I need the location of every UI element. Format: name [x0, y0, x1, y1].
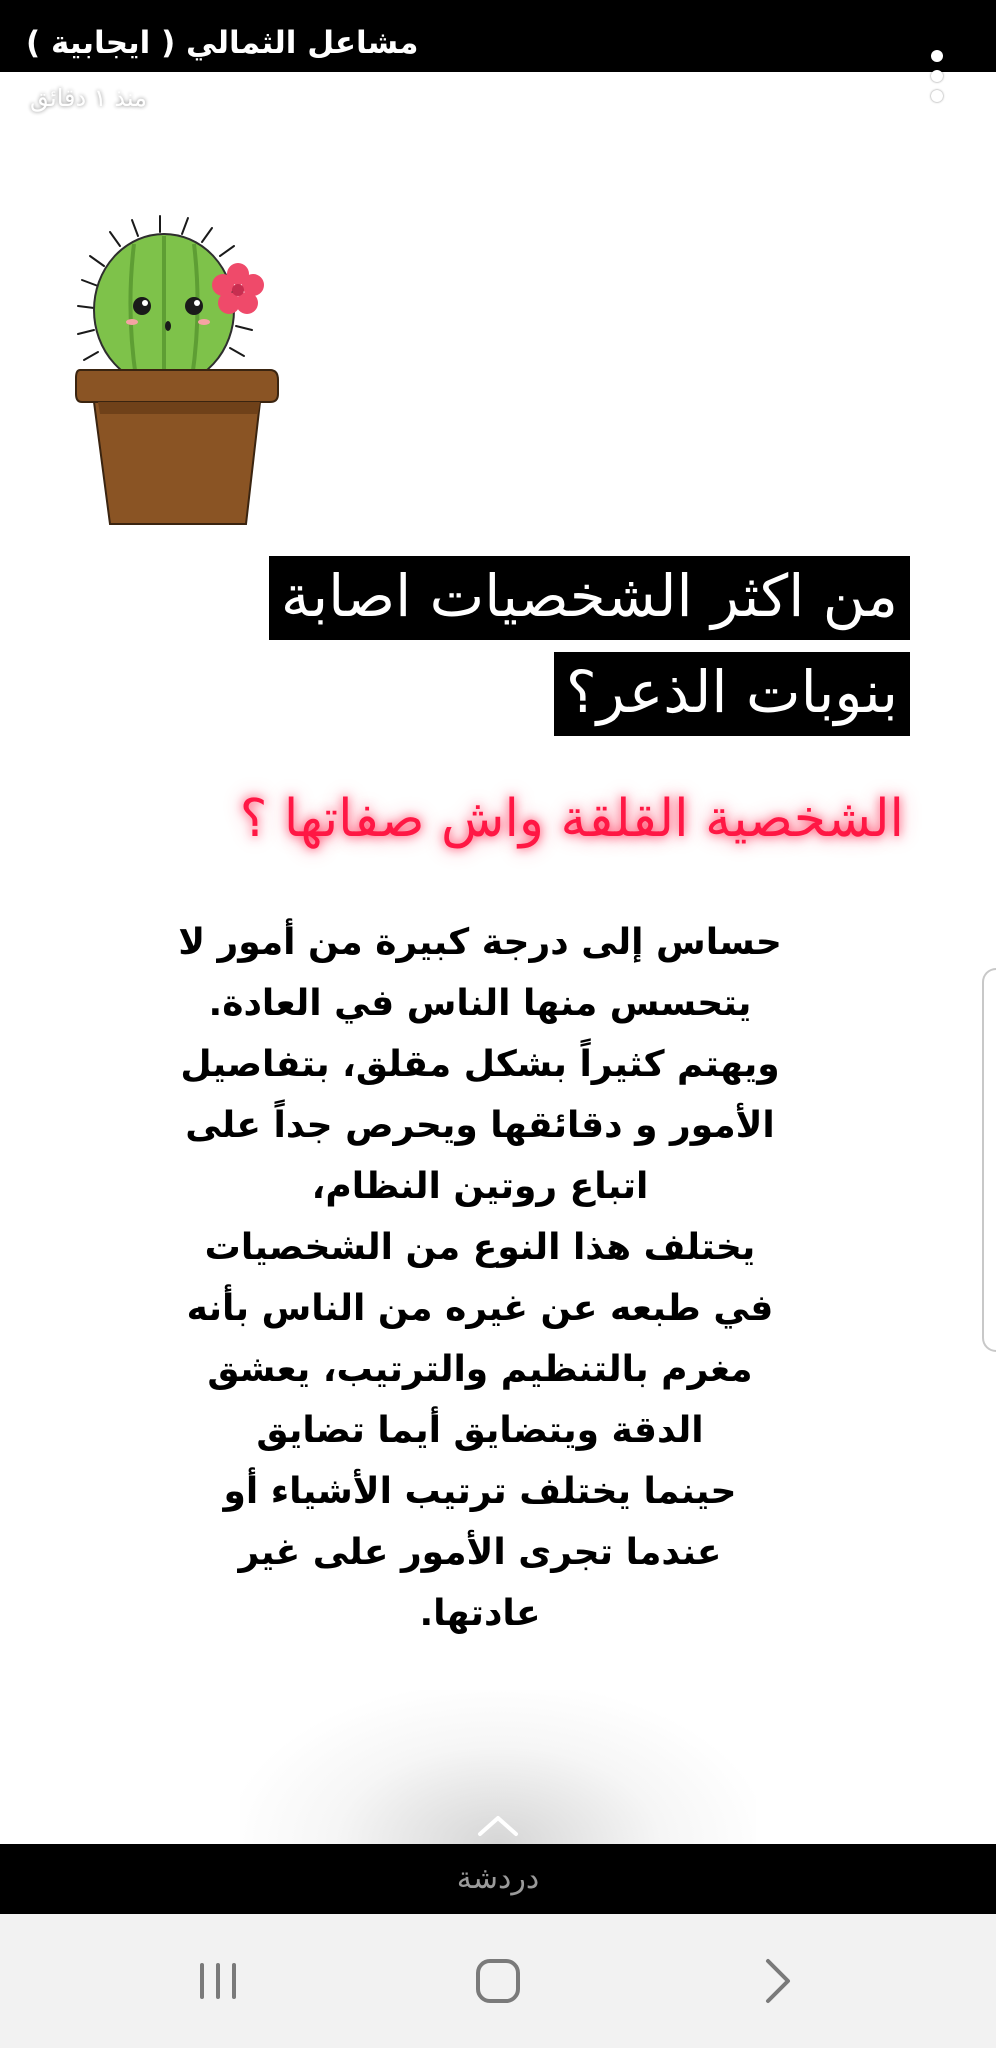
body-line: حينما يختلف ترتيب الأشياء أو [223, 1471, 737, 1512]
story-title[interactable]: مشاعل الثمالي ( ايجابية ) [26, 25, 419, 61]
more-vertical-icon[interactable] [920, 44, 954, 108]
body-line: ويهتم كثيراً بشكل مقلق، بتفاصيل [180, 1044, 780, 1085]
story-headline [150, 548, 910, 740]
story-subheading: الشخصية القلقة واش صفاتها ؟ [239, 789, 904, 849]
chat-label[interactable]: دردشة [456, 1861, 540, 1896]
cactus-sticker-icon [74, 214, 290, 530]
chevron-up-icon[interactable] [476, 1812, 520, 1838]
body-line: عندما تجرى الأمور على غير [238, 1532, 722, 1573]
recent-apps-icon[interactable] [184, 1951, 254, 2011]
back-icon[interactable] [742, 1951, 812, 2011]
body-line: مغرم بالتنظيم والترتيب، يعشق [207, 1349, 753, 1390]
body-line: عادتها. [419, 1593, 541, 1634]
body-line: في طبعه عن غيره من الناس بأنه [186, 1288, 774, 1329]
body-line: يتحسس منها الناس في العادة. [208, 983, 752, 1024]
body-line: الدقة ويتضايق أيما تضايق [256, 1410, 704, 1451]
edge-panel-handle[interactable] [982, 968, 996, 1352]
story-timestamp: منذ ١ دقائق [30, 84, 148, 112]
body-line: حساس إلى درجة كبيرة من أمور لا [178, 922, 782, 963]
system-navigation-bar [0, 1914, 996, 2048]
story-body-text [120, 912, 840, 1644]
body-line: الأمور و دقائقها ويحرص جداً على [185, 1105, 775, 1146]
body-line: اتباع روتين النظام، [311, 1166, 649, 1207]
headline-line-2: بنوبات الذعر؟ [554, 652, 910, 736]
body-line: يختلف هذا النوع من الشخصيات [204, 1227, 756, 1268]
headline-line-1: من اكثر الشخصيات اصابة [269, 556, 910, 640]
home-icon[interactable] [463, 1951, 533, 2011]
chat-bar[interactable] [0, 1844, 996, 1914]
